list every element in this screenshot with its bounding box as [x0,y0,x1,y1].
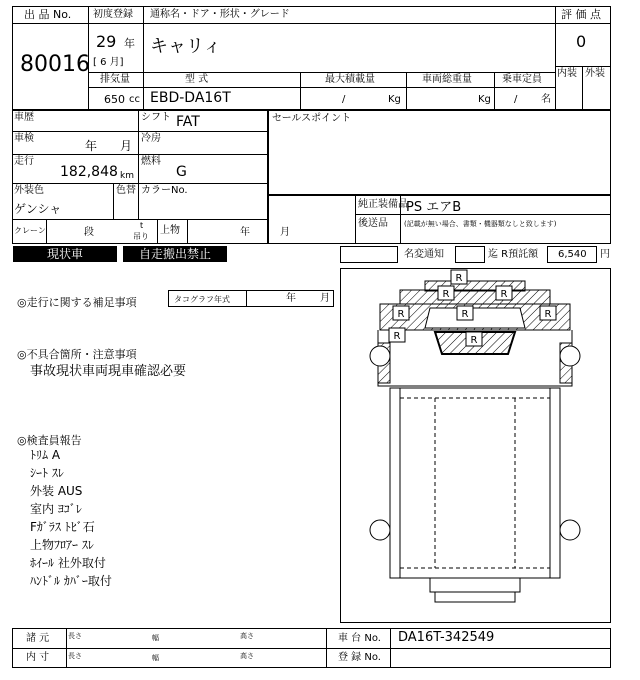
inspector-item: 室内 ﾖｺﾞﾚ [30,502,82,516]
score-value: 0 [576,32,587,51]
inspector-item: ﾊﾝﾄﾞﾙ ｶﾊﾞｰ取付 [30,574,112,588]
ac-label: 冷房 [141,133,161,144]
inspector-item: 上物ﾌﾛｱｰ ｽﾚ [30,538,94,552]
chassis-label: 車 台 No. [338,633,381,644]
weight-unit: Kg [478,94,491,105]
upper-year: 年 [240,227,250,238]
load-slash: / [342,94,346,105]
tacho-month: 月 [320,293,330,304]
driving-heading: ◎走行に関する補足事項 [17,296,137,309]
mileage-value: 182,848 [60,164,118,180]
reg-label: 初度登録 [93,9,133,20]
inspector-heading: ◎検査員報告 [17,434,82,447]
lot-number: 80016 [20,52,90,77]
score-label: 評 価 点 [561,8,601,21]
capacity-slash: / [514,94,518,105]
disp-value: 650 [104,93,125,106]
name-change-checkbox[interactable] [340,246,398,263]
equip-label: 純正装備品 [358,199,408,210]
model-value: EBD-DA16T [150,90,231,106]
name-change-label: 名変通知 [404,249,444,260]
repair-mark-1-text: R [455,273,463,284]
spec-width-label: 幅 [152,634,159,642]
inner-label: 内 寸 [26,652,50,663]
load-unit: Kg [388,94,401,105]
front-left-wheel [370,346,390,366]
tax-value: 6,540 [558,249,587,260]
grille [400,290,550,304]
cargo-bed [400,388,550,578]
mileage-label: 走行 [14,156,34,167]
inspect-month: 月 [120,139,133,153]
tailgate [430,578,520,592]
inner-length-label: 長さ [68,652,82,660]
exterior-label: 外装 [585,68,605,79]
capacity-unit: 名 [541,94,551,105]
repair-mark-6-text: R [544,309,552,320]
inspector-item: Fｶﾞﾗｽ ﾄﾋﾞ石 [30,520,95,534]
upper-label: 上物 [160,225,180,236]
equip-value: PS エアB [406,200,462,215]
lot-label: 出 品 No. [24,8,72,21]
tax-unit: 円 [600,249,610,260]
upper-month: 月 [280,227,290,238]
inner-height-label: 高さ [240,652,254,660]
tax-label: 迄 R預託額 [488,249,539,260]
crane-stage: 段 [84,227,94,238]
spec-label: 諸 元 [26,633,50,644]
inner-width-label: 幅 [152,654,159,662]
chassis-value: DA16T-342549 [398,630,495,645]
name-change-value [455,246,485,263]
rear-left-wheel [370,520,390,540]
ext-color-label: 外装色 [14,185,44,196]
rear-right-wheel [560,520,580,540]
sales-point-label: セールスポイント [272,113,352,124]
inspector-item: ｼｰﾄ ｽﾚ [30,466,64,480]
reg-year-unit: 年 [124,37,135,50]
truck-diagram [340,268,611,623]
spec-length-label: 長さ [68,632,82,640]
capacity-label: 乗車定員 [502,74,542,85]
tacho-label: タコグラフ年式 [174,295,230,304]
model-label: 型 式 [185,74,209,85]
shift-value: FAT [176,114,200,130]
reg-year: 29 [96,32,117,51]
color-change-label: 色替 [116,185,136,196]
disp-unit: cc [129,94,140,105]
fuel-label: 燃料 [141,156,161,167]
inspect-year: 年 [85,139,98,153]
repair-mark-5-text: R [461,309,469,320]
repair-mark-4-text: R [397,309,405,320]
ext-color-value: ゲンシャ [14,202,62,216]
postal-label: 後送品 [358,218,388,229]
inspector-item: ﾎｲｰﾙ 社外取付 [30,556,106,570]
inspector-item: ﾄﾘﾑ A [30,448,61,462]
crane-t: t [140,221,144,230]
repair-mark-7-text: R [393,331,401,342]
inspect-label: 車検 [14,133,34,144]
defect-heading: ◎不具合箇所・注意事項 [17,348,137,361]
fuel-value: G [176,164,187,180]
name-label: 通称名・ドア・形状・グレード [150,9,290,20]
car-name: キャリィ [150,36,222,57]
load-label: 最大積載量 [325,74,375,85]
self-drive-ban-badge: 自走搬出禁止 [123,246,227,262]
repair-mark-3-text: R [500,289,508,300]
color-code-label: カラーNo. [141,185,188,196]
mileage-unit: km [120,171,134,181]
current-car-badge: 現状車 [13,246,117,262]
repair-mark-8-text: R [470,335,478,346]
crane-lift: 吊り [133,232,149,241]
shift-label: シフト [141,112,171,123]
score-box [555,6,611,110]
repair-mark-2-text: R [442,289,450,300]
tacho-year: 年 [286,293,296,304]
defect-text: 事故現状車両現車確認必要 [30,364,187,379]
front-right-wheel [560,346,580,366]
spec-height-label: 高さ [240,632,254,640]
crane-label: クレーン [14,226,46,235]
reg-month: [ 6 月] [93,57,124,68]
interior-label: 内装 [557,68,577,79]
history-label: 車歴 [14,112,34,123]
inspector-item: 外装 AUS [30,484,83,498]
reg-no-label: 登 録 No. [338,652,381,663]
postal-note: (記載が無い場合、書類・機器類なしと致します) [404,220,557,228]
weight-label: 車両総重量 [422,74,472,85]
disp-label: 排気量 [100,74,130,85]
